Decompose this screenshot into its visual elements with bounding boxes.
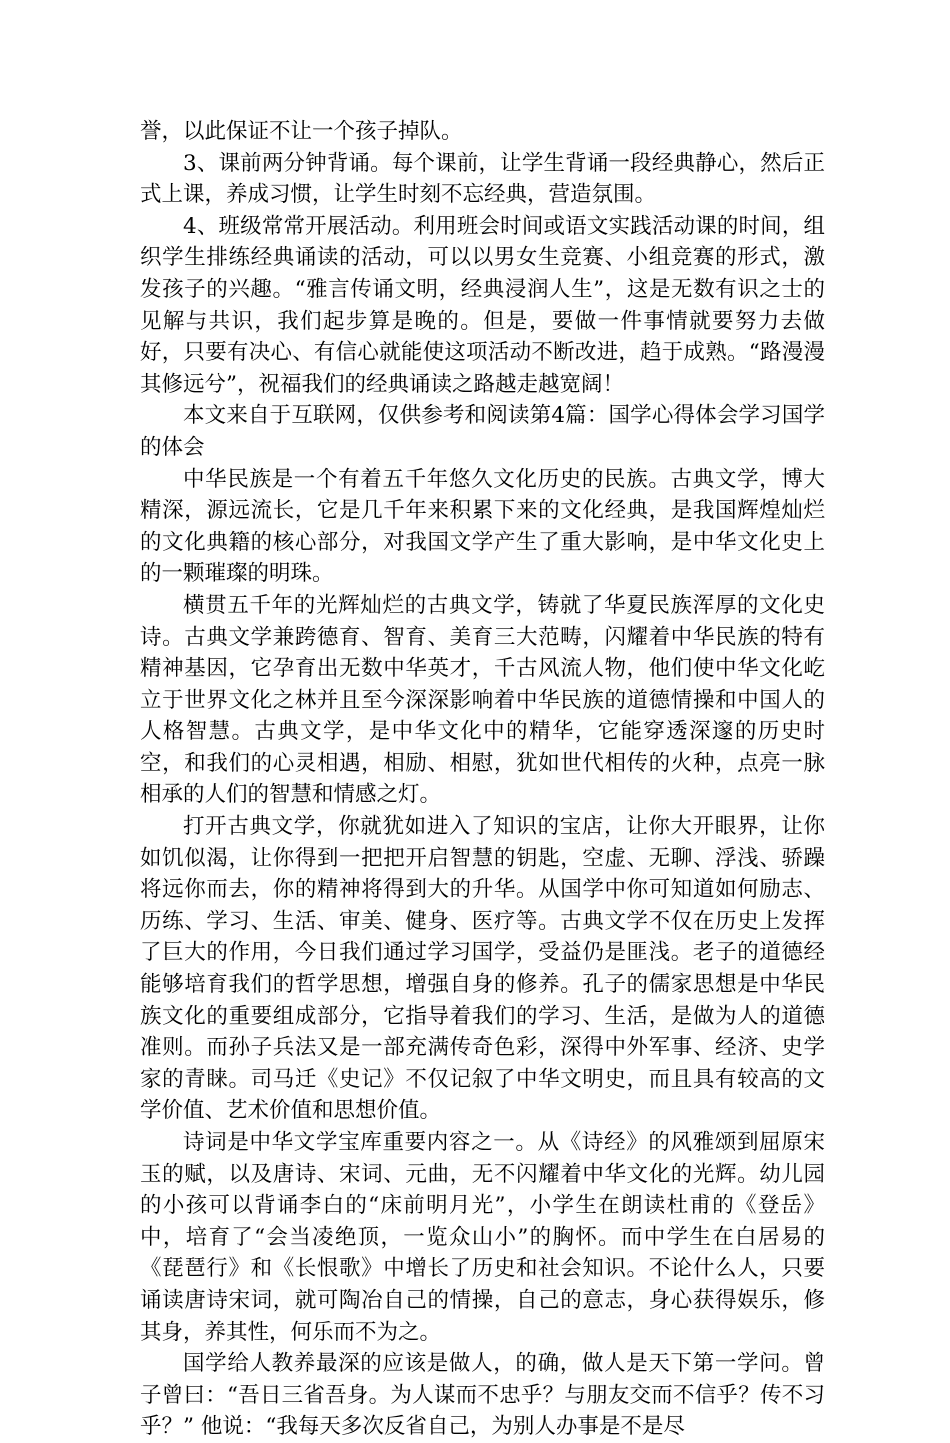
paragraph-7: 打开古典文学，你就犹如进入了知识的宝店，让你大开眼界，让你如饥似渴，让你得到一把把开启智慧的钥匙，空虚、无聊、浮浅、骄躁将远你而去，你的精神将得到大的升华。从国学中你可知道如何励志、历练、学习、生活、审美、健身、医疗等。古典文学不仅在历史上发挥了巨大的作用，今日我们通过学习国学，受益仍是匪浅。老子的道德经能够培育我们的哲学思想，增强自身的修养。孔子的儒家思想是中华民族文化的重要组成部分，它指导着我们的学习、生活，是做为人的道德准则。而孙子兵法又是一部充满传奇色彩，深得中外军事、经济、史学家的青睐。司马迁《史记》不仅记叙了中华文明史，而且具有较高的文学价值、艺术价值和思想价值。 [140,814,825,1124]
paragraph-2: 3、课前两分钟背诵。每个课前，让学生背诵一段经典静心，然后正式上课，养成习惯，让学生时刻不忘经典，营造氛围。 [140,150,825,208]
document-body [140,116,825,1443]
paragraph-9: 国学给人教养最深的应该是做人，的确，做人是天下第一学问。曾子曾曰：“吾日三省吾身。为人谋而不忠乎？与朋友交而不信乎？传不习乎？” 他说：“我每天多次反省自己，为别人办事是不是尽 [140,1351,825,1440]
paragraph-4: 本文来自于互联网，仅供参考和阅读第4篇：国学心得体会学习国学的体会 [140,403,825,460]
paragraph-8: 诗词是中华文学宝库重要内容之一。从《诗经》的风雅颂到屈原宋玉的赋，以及唐诗、宋词、元曲，无不闪耀着中华文化的光辉。幼儿园的小孩可以背诵李白的“床前明月光”，小学生在朗读杜甫的《登岳》中，培育了“会当凌绝顶，一览众山小”的胸怀。而中学生在白居易的《琵琶行》和《长恨歌》中增长了历史和社会知识。不论什么人，只要诵读唐诗宋词，就可陶冶自己的情操，自己的意志，身心获得娱乐，修其身，养其性，何乐而不为之。 [140,1130,825,1345]
paragraph-1: 誉，以此保证不让一个孩子掉队。 [140,119,463,144]
paragraph-6: 横贯五千年的光辉灿烂的古典文学，铸就了华夏民族浑厚的文化史诗。古典文学兼跨德育、智育、美育三大范畴，闪耀着中华民族的特有精神基因，它孕育出无数中华英才，千古风流人物，他们使中华文化屹立于世界文化之林并且至今深深影响着中华民族的道德情操和中国人的人格智慧。古典文学，是中华文化中的精华，它能穿透深邃的历史时空，和我们的心灵相遇，相励、相慰，犹如世代相传的火种，点亮一脉相承的人们的智慧和情感之灯。 [140,592,825,808]
paragraph-5: 中华民族是一个有着五千年悠久文化历史的民族。古典文学，博大精深，源远流长，它是几千年来积累下来的文化经典，是我国辉煌灿烂的文化典籍的核心部分，对我国文学产生了重大影响，是中华文化史上的一颗璀璨的明珠。 [140,466,825,587]
paragraph-3: 4、班级常常开展活动。利用班会时间或语文实践活动课的时间，组织学生排练经典诵读的活动，可以以男女生竞赛、小组竞赛的形式，激发孩子的兴趣。“雅言传诵文明，经典浸润人生”，这是无数有识之士的见解与共识，我们起步算是晚的。但是，要做一件事情就要努力去做好，只要有决心、有信心就能使这项活动不断改进，趋于成熟。“路漫漫其修远兮”，祝福我们的经典诵读之路越走越宽阔！ [140,213,825,397]
